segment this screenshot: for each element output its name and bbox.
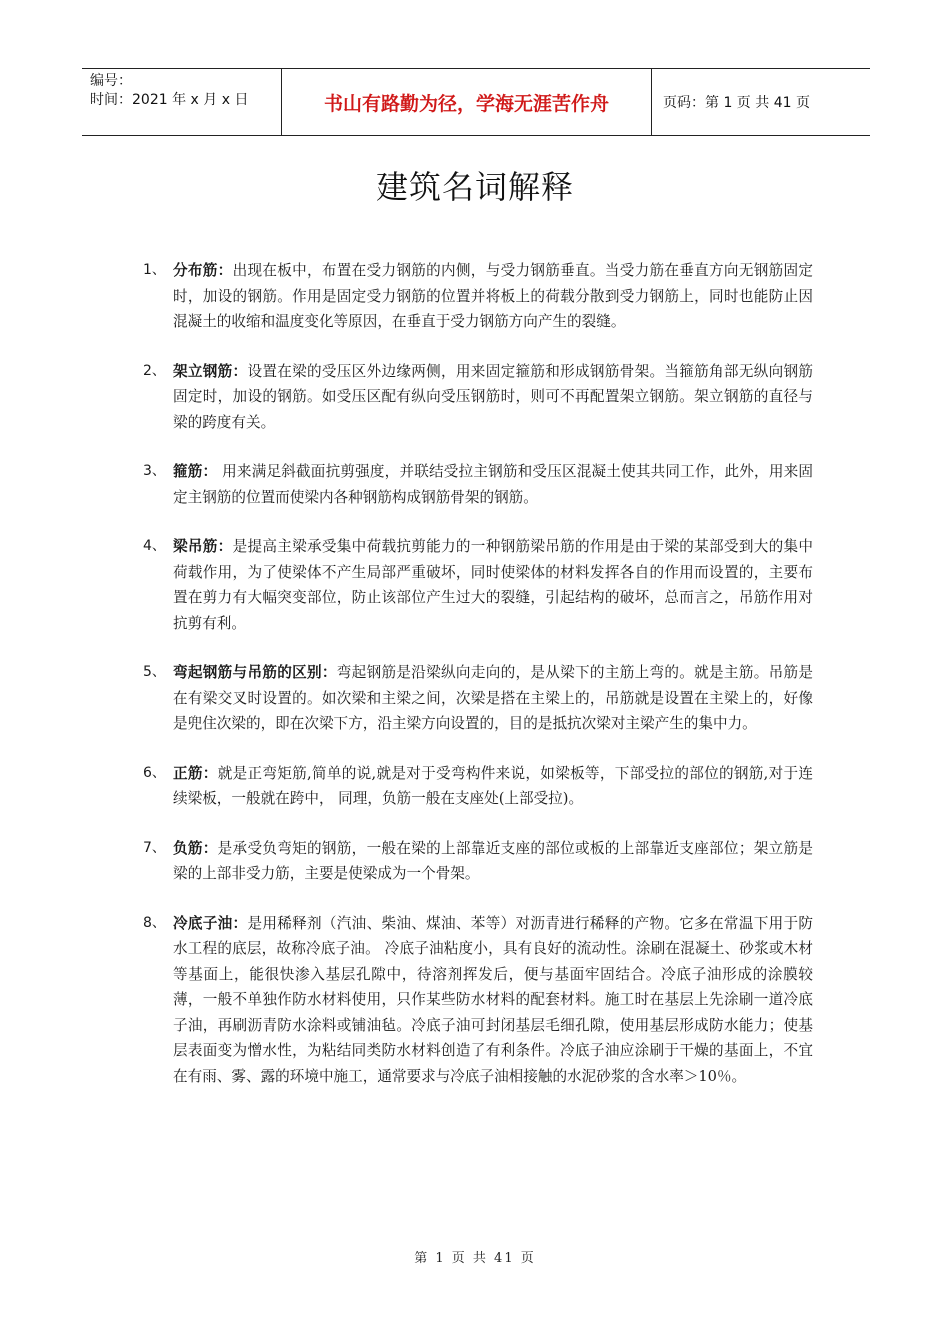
glossary-entry	[143, 761, 813, 812]
entry-number: 5、	[143, 664, 166, 680]
entry-body	[173, 359, 813, 436]
entry-number: 6、	[143, 764, 166, 781]
glossary-entry	[143, 359, 813, 436]
page-header	[82, 68, 870, 136]
entry-number: 1、	[143, 262, 166, 278]
entry-number: 7、	[143, 839, 166, 856]
entry-definition: 用来满足斜截面抗剪强度，并联结受拉主钢筋和受压区混凝土使其共同工作，此外，用来固定主钢筋的位置而使梁内各种钢筋构成钢筋骨架的钢筋。	[173, 463, 813, 506]
page-footer: 第 1 页 共 41 页	[414, 1251, 536, 1266]
header-meta	[82, 69, 281, 135]
entry-body	[173, 761, 813, 812]
entry-term: 分布筋：	[173, 262, 233, 279]
entry-body	[173, 459, 813, 510]
entry-definition: 设置在梁的受压区外边缘两侧，用来固定箍筋和形成钢筋骨架。当箍筋角部无纵向钢筋固定时，加设的钢筋。如受压区配有纵向受压钢筋时，则可不再配置架立钢筋。架立钢筋的直径与梁的跨度有关。	[173, 362, 813, 431]
glossary-entry	[143, 534, 813, 636]
entry-body	[173, 258, 813, 335]
entry-term: 架立钢筋：	[173, 362, 248, 380]
document-date: 时间：2021 年 x 月 x 日	[90, 92, 249, 108]
document-number-label: 编号：	[90, 73, 132, 89]
entry-term: 正筋：	[173, 764, 218, 782]
entry-body	[173, 534, 813, 636]
entry-term: 负筋：	[173, 839, 218, 857]
document-title: 建筑名词解释	[375, 168, 574, 206]
entry-number: 3、	[143, 463, 166, 479]
entry-number: 8、	[143, 914, 166, 931]
header-page-info: 页码：第 1 页 共 41 页	[663, 95, 810, 111]
glossary-entry	[143, 836, 813, 887]
glossary-entry	[143, 911, 813, 1090]
entry-definition: 是用稀释剂（汽油、柴油、煤油、苯等）对沥青进行稀释的产物。它多在常温下用于防水工程的底层，故称冷底子油。 冷底子油粘度小，具有良好的流动性。涂刷在混凝土、砂浆或木材等基面上，能很快渗入基层孔隙中，待溶剂挥发后，便与基面牢固结合。冷底子油形成的涂膜较薄，一般不单独作防水材料使用，只作某些防水材料的配套材料。施工时在基层上先涂刷一道冷底子油，再刷沥青防水涂料或铺油毡。冷底子油可封闭基层毛细孔隙，使用基层形成防水能力；使基层表面变为憎水性，为粘结同类防水材料创造了有利条件。冷底子油应涂刷于干燥的基面上，不宜在有雨、雾、露的环境中施工，通常要求与冷底子油相接触的水泥砂浆的含水率＞10％。	[173, 914, 813, 1085]
entry-definition: 出现在板中，布置在受力钢筋的内侧，与受力钢筋垂直。当受力筋在垂直方向无钢筋固定时，加设的钢筋。作用是固定受力钢筋的位置并将板上的荷载分散到受力钢筋上，同时也能防止因混凝土的收缩和温度变化等原因，在垂直于受力钢筋方向产生的裂缝。	[173, 262, 813, 330]
entry-body	[173, 660, 813, 737]
entry-term: 箍筋：	[173, 463, 218, 480]
entry-definition: 是提高主梁承受集中荷载抗剪能力的一种钢筋梁吊筋的作用是由于梁的某部受到大的集中荷载作用，为了使梁体不产生局部严重破坏，同时使梁体的材料发挥各自的作用而设置的，主要布置在剪力有大幅突变部位，防止该部位产生过大的裂缝，引起结构的破坏，总而言之，吊筋作用对抗剪有利。	[173, 538, 813, 632]
entry-body	[173, 911, 813, 1090]
entry-number: 2、	[143, 362, 166, 379]
glossary-entry	[143, 660, 813, 737]
glossary-entry	[143, 459, 813, 510]
entry-body	[173, 836, 813, 887]
entry-term: 弯起钢筋与吊筋的区别：	[173, 664, 337, 681]
entry-term: 梁吊筋：	[173, 538, 233, 555]
entry-term: 冷底子油：	[173, 914, 248, 932]
entry-definition: 就是正弯矩筋,简单的说,就是对于受弯构件来说，如梁板等，下部受拉的部位的钢筋,对于连续梁板，一般就在跨中， 同理，负筋一般在支座处(上部受拉)。	[173, 764, 813, 807]
header-motto: 书山有路勤为径，学海无涯苦作舟	[281, 69, 652, 135]
entry-definition: 弯起钢筋是沿梁纵向走向的，是从梁下的主筋上弯的。就是主筋。吊筋是在有梁交叉时设置的。如次梁和主梁之间，次梁是搭在主梁上的，吊筋就是设置在主梁上的，好像是兜住次梁的，即在次梁下方，沿主梁方向设置的，目的是抵抗次梁对主梁产生的集中力。	[173, 664, 813, 732]
entry-number: 4、	[143, 538, 166, 554]
glossary-list	[143, 258, 813, 1113]
entry-definition: 是承受负弯矩的钢筋，一般在梁的上部靠近支座的部位或板的上部靠近支座部位；架立筋是梁的上部非受力筋，主要是使梁成为一个骨架。	[173, 839, 813, 882]
glossary-entry	[143, 258, 813, 335]
